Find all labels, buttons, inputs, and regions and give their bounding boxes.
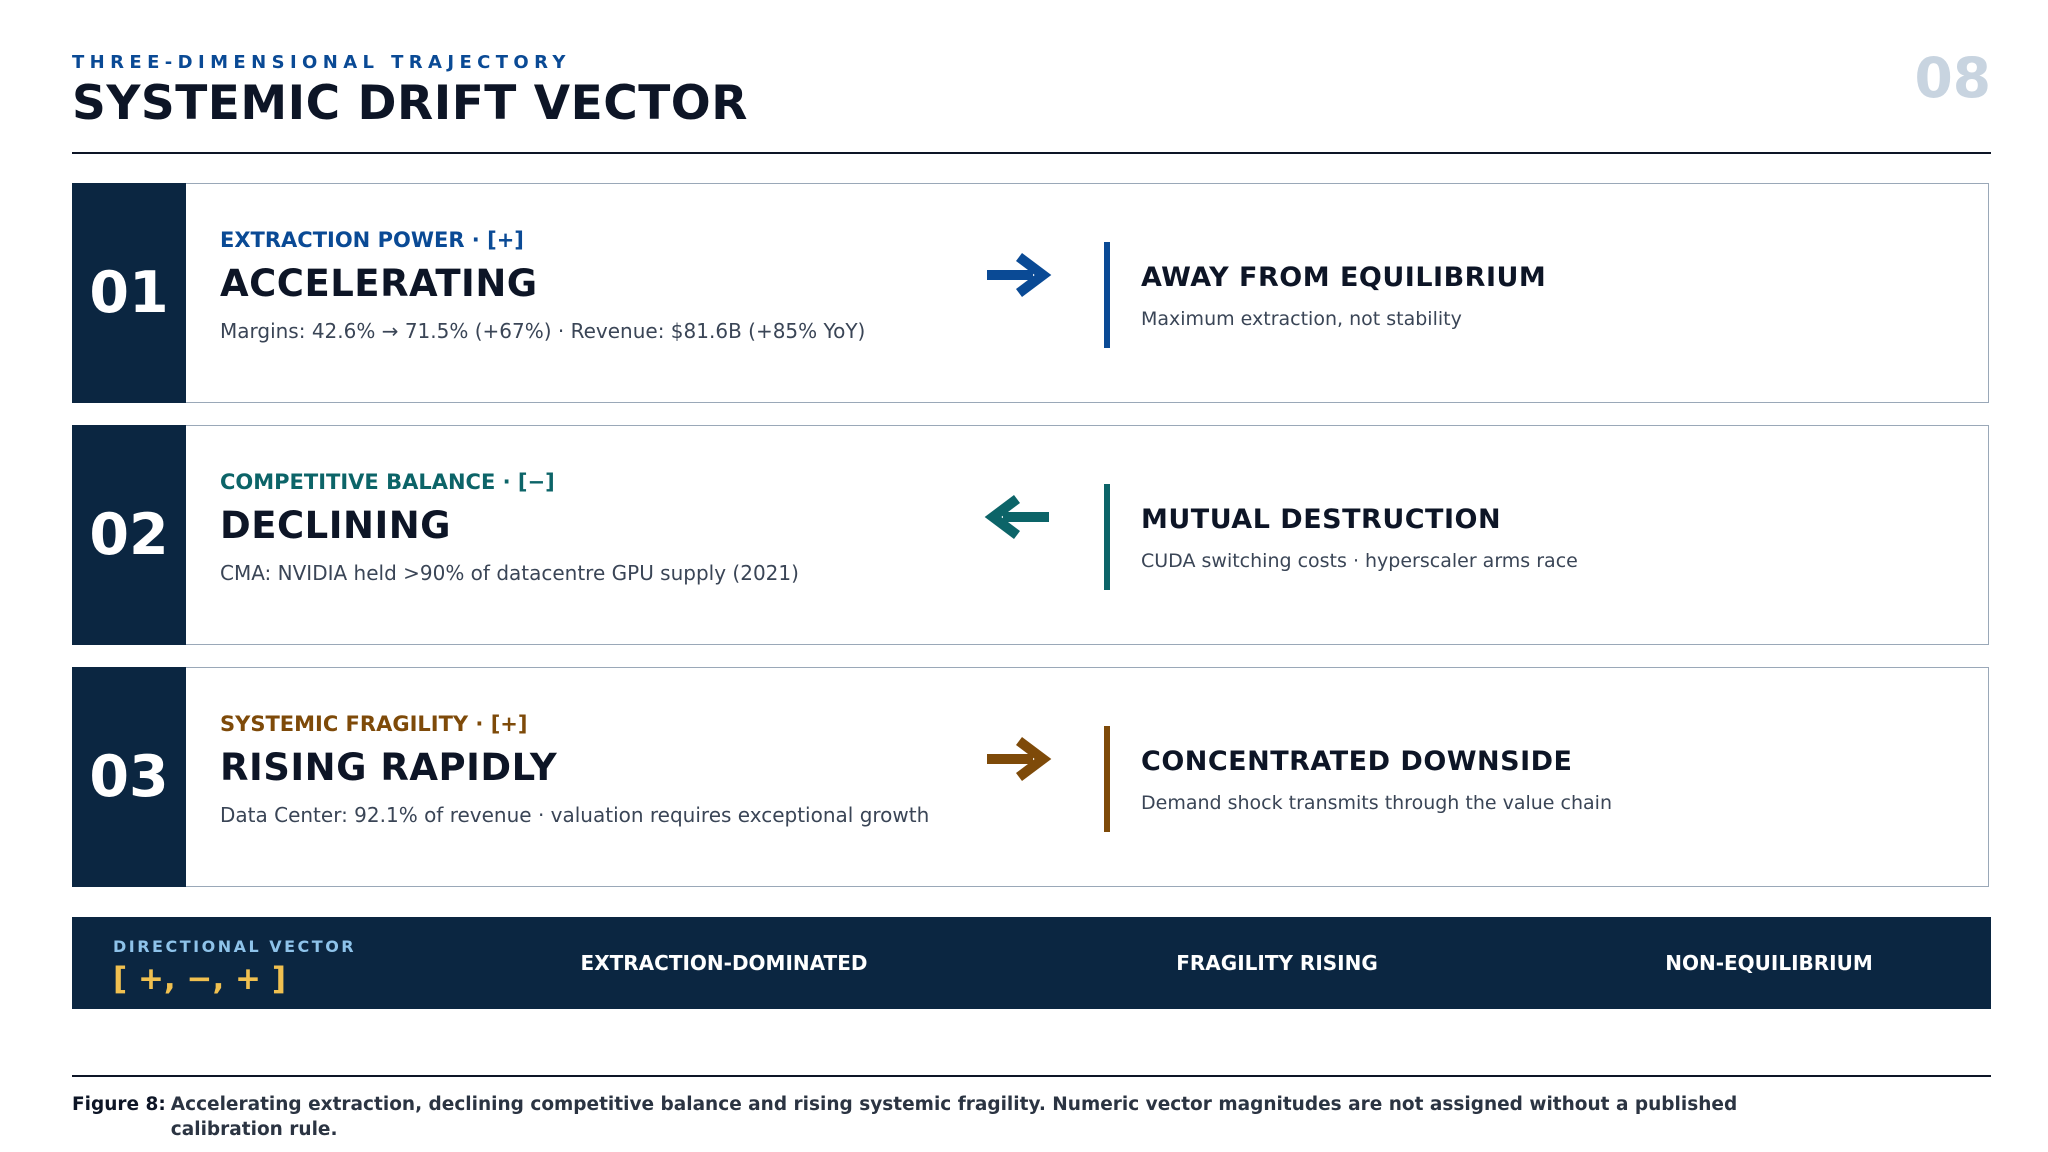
- top-divider: [72, 152, 1991, 154]
- vector-tag-non-equilibrium: NON-EQUILIBRIUM: [1665, 951, 1873, 975]
- card-state: DECLINING: [220, 504, 452, 547]
- page-title: SYSTEMIC DRIFT VECTOR: [72, 76, 748, 131]
- card-number: 03: [72, 667, 186, 887]
- directional-vector-bar: [72, 917, 1991, 1009]
- card-accent-bar: [1104, 484, 1110, 590]
- vector-tag-fragility: FRAGILITY RISING: [1176, 951, 1378, 975]
- card-detail: CMA: NVIDIA held >90% of datacentre GPU supply (2021): [220, 561, 799, 585]
- page-number: 08: [1914, 46, 1991, 110]
- card-state: ACCELERATING: [220, 262, 538, 305]
- page-kicker: THREE-DIMENSIONAL TRAJECTORY: [72, 52, 571, 73]
- card-number: 01: [72, 183, 186, 403]
- card-number: 02: [72, 425, 186, 645]
- card-effect-title: AWAY FROM EQUILIBRIUM: [1141, 262, 1547, 293]
- caption-label: Figure 8:: [72, 1094, 166, 1115]
- trajectory-card: [72, 425, 1989, 645]
- card-effect-title: CONCENTRATED DOWNSIDE: [1141, 746, 1573, 777]
- caption-text: Accelerating extraction, declining competitive balance and rising systemic fragility. Numeric vector magnitudes are not assigned without a published calibration rule.: [170, 1094, 1738, 1140]
- card-accent-bar: [1104, 726, 1110, 832]
- vector-label: DIRECTIONAL VECTOR: [113, 937, 357, 956]
- arrow-left-icon: [983, 482, 1053, 552]
- card-detail: Data Center: 92.1% of revenue · valuation requires exceptional growth: [220, 803, 930, 827]
- card-accent-bar: [1104, 242, 1110, 348]
- arrow-right-icon: [983, 724, 1053, 794]
- figure-caption: [72, 1092, 1772, 1142]
- trajectory-card: [72, 183, 1989, 403]
- arrow-right-icon: [983, 240, 1053, 310]
- card-dimension-label: COMPETITIVE BALANCE · [−]: [220, 470, 555, 494]
- vector-value: [ +, −, + ]: [113, 961, 286, 997]
- card-detail: Margins: 42.6% → 71.5% (+67%) · Revenue: $81.6B (+85% YoY): [220, 319, 866, 343]
- card-dimension-label: EXTRACTION POWER · [+]: [220, 228, 524, 252]
- card-dimension-label: SYSTEMIC FRAGILITY · [+]: [220, 712, 528, 736]
- vector-tag-extraction: EXTRACTION-DOMINATED: [580, 951, 868, 975]
- trajectory-card: [72, 667, 1989, 887]
- card-effect-title: MUTUAL DESTRUCTION: [1141, 504, 1502, 535]
- card-state: RISING RAPIDLY: [220, 746, 558, 789]
- card-effect-subtitle: Demand shock transmits through the value chain: [1141, 792, 1612, 814]
- card-effect-subtitle: CUDA switching costs · hyperscaler arms race: [1141, 550, 1578, 572]
- bottom-divider: [72, 1075, 1991, 1077]
- card-effect-subtitle: Maximum extraction, not stability: [1141, 308, 1462, 330]
